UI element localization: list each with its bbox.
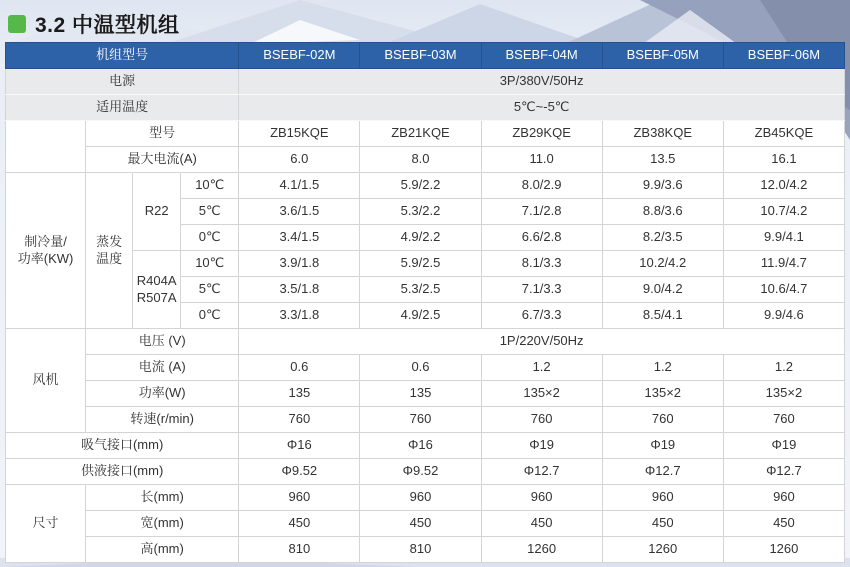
capacity-cell: 4.9/2.2 [360, 225, 481, 251]
header-unit-model-label: 机组型号 [6, 43, 239, 69]
temp-range-label: 适用温度 [6, 95, 239, 121]
cooling-capacity-label [6, 173, 86, 329]
fan-speed-label: 转速(r/min) [86, 407, 239, 433]
compressor-model-cell: ZB21KQE [360, 121, 481, 147]
dim-cell: 450 [481, 511, 602, 537]
liquid-port-cell: Φ12.7 [602, 459, 723, 485]
r404a-label-line1: R404A [136, 273, 177, 289]
max-current-cell: 13.5 [602, 147, 723, 173]
evap-label-line2: 温度 [96, 250, 123, 266]
compressor-model-cell: ZB15KQE [239, 121, 360, 147]
capacity-cell: 3.5/1.8 [239, 277, 360, 303]
temp-cell: 5℃ [181, 277, 239, 303]
header-model-cell: BSEBF-02M [239, 43, 360, 69]
fan-current-cell: 0.6 [360, 355, 481, 381]
dim-cell: 1260 [723, 537, 844, 563]
dim-cell: 810 [239, 537, 360, 563]
capacity-cell: 10.6/4.7 [723, 277, 844, 303]
suction-port-cell: Φ16 [360, 433, 481, 459]
dim-cell: 1260 [602, 537, 723, 563]
max-current-cell: 6.0 [239, 147, 360, 173]
liquid-port-cell: Φ12.7 [723, 459, 844, 485]
dim-cell: 810 [360, 537, 481, 563]
dim-height-row [6, 537, 845, 563]
liquid-port-label: 供液接口(mm) [6, 459, 239, 485]
compressor-model-cell: ZB29KQE [481, 121, 602, 147]
suction-port-cell: Φ19 [481, 433, 602, 459]
compressor-model-row [6, 121, 845, 147]
fan-voltage-label: 电压 (V) [86, 329, 239, 355]
fan-speed-cell: 760 [602, 407, 723, 433]
capacity-cell: 11.9/4.7 [723, 251, 844, 277]
temp-range-value: 5℃~-5℃ [239, 95, 845, 121]
power-label: 电源 [6, 69, 239, 95]
fan-voltage-value: 1P/220V/50Hz [239, 329, 845, 355]
section-title-bar [8, 9, 180, 39]
fan-current-cell: 1.2 [723, 355, 844, 381]
dimensions-label: 尺寸 [6, 485, 86, 563]
capacity-cell: 3.3/1.8 [239, 303, 360, 329]
capacity-cell: 4.1/1.5 [239, 173, 360, 199]
max-current-cell: 11.0 [481, 147, 602, 173]
fan-power-cell: 135×2 [723, 381, 844, 407]
capacity-cell: 6.6/2.8 [481, 225, 602, 251]
capacity-cell: 5.9/2.5 [360, 251, 481, 277]
capacity-cell: 5.3/2.2 [360, 199, 481, 225]
temp-cell: 0℃ [181, 303, 239, 329]
dim-cell: 450 [723, 511, 844, 537]
fan-power-cell: 135×2 [481, 381, 602, 407]
page-title: 3.2 中温型机组 [35, 14, 180, 37]
temp-cell: 5℃ [181, 199, 239, 225]
dim-cell: 450 [602, 511, 723, 537]
liquid-port-cell: Φ9.52 [239, 459, 360, 485]
liquid-port-row [6, 459, 845, 485]
capacity-cell: 3.4/1.5 [239, 225, 360, 251]
dim-width-label: 宽(mm) [86, 511, 239, 537]
fan-speed-row [6, 407, 845, 433]
evap-label-line1: 蒸发 [96, 234, 123, 250]
dim-cell: 450 [239, 511, 360, 537]
fan-current-row [6, 355, 845, 381]
capacity-cell: 4.9/2.5 [360, 303, 481, 329]
dim-height-label: 高(mm) [86, 537, 239, 563]
max-current-label: 最大电流(A) [86, 147, 239, 173]
suction-port-cell: Φ19 [723, 433, 844, 459]
fan-current-cell: 0.6 [239, 355, 360, 381]
capacity-cell: 3.6/1.5 [239, 199, 360, 225]
fan-power-cell: 135×2 [602, 381, 723, 407]
fan-current-label: 电流 (A) [86, 355, 239, 381]
cooling-label-line1: 制冷量/ [24, 234, 67, 250]
capacity-cell: 5.9/2.2 [360, 173, 481, 199]
power-value: 3P/380V/50Hz [239, 69, 845, 95]
green-bullet-icon [8, 15, 26, 33]
temp-range-row [6, 95, 845, 121]
fan-label: 风机 [6, 329, 86, 433]
capacity-cell: 7.1/2.8 [481, 199, 602, 225]
compressor-model-cell: ZB45KQE [723, 121, 844, 147]
capacity-cell: 9.9/3.6 [602, 173, 723, 199]
table-header-row [6, 43, 845, 69]
capacity-cell: 8.0/2.9 [481, 173, 602, 199]
temp-cell: 0℃ [181, 225, 239, 251]
evap-temp-label [86, 173, 133, 329]
suction-port-label: 吸气接口(mm) [6, 433, 239, 459]
capacity-cell: 12.0/4.2 [723, 173, 844, 199]
dim-width-row [6, 511, 845, 537]
capacity-cell: 10.2/4.2 [602, 251, 723, 277]
capacity-cell: 8.1/3.3 [481, 251, 602, 277]
dim-cell: 1260 [481, 537, 602, 563]
temp-cell: 10℃ [181, 173, 239, 199]
fan-speed-cell: 760 [481, 407, 602, 433]
fan-power-cell: 135 [239, 381, 360, 407]
header-model-cell: BSEBF-04M [481, 43, 602, 69]
capacity-cell: 9.9/4.1 [723, 225, 844, 251]
compressor-model-cell: ZB38KQE [602, 121, 723, 147]
capacity-cell: 5.3/2.5 [360, 277, 481, 303]
dim-cell: 960 [481, 485, 602, 511]
dim-cell: 450 [360, 511, 481, 537]
dim-cell: 960 [239, 485, 360, 511]
power-row [6, 69, 845, 95]
dim-cell: 960 [723, 485, 844, 511]
capacity-cell: 7.1/3.3 [481, 277, 602, 303]
capacity-cell: 6.7/3.3 [481, 303, 602, 329]
header-model-cell: BSEBF-05M [602, 43, 723, 69]
fan-power-cell: 135 [360, 381, 481, 407]
header-model-cell: BSEBF-03M [360, 43, 481, 69]
r22-10c-row [6, 173, 845, 199]
dim-cell: 960 [360, 485, 481, 511]
capacity-cell: 8.2/3.5 [602, 225, 723, 251]
fan-speed-cell: 760 [723, 407, 844, 433]
compressor-model-label: 型号 [86, 121, 239, 147]
suction-port-row [6, 433, 845, 459]
dim-length-row [6, 485, 845, 511]
header-model-cell: BSEBF-06M [723, 43, 844, 69]
fan-power-row [6, 381, 845, 407]
spec-table [5, 42, 845, 563]
fan-current-cell: 1.2 [602, 355, 723, 381]
max-current-cell: 8.0 [360, 147, 481, 173]
refrigerant-r22-label: R22 [133, 173, 181, 251]
capacity-cell: 10.7/4.2 [723, 199, 844, 225]
liquid-port-cell: Φ12.7 [481, 459, 602, 485]
capacity-cell: 3.9/1.8 [239, 251, 360, 277]
suction-port-cell: Φ19 [602, 433, 723, 459]
suction-port-cell: Φ16 [239, 433, 360, 459]
refrigerant-r404a-label [133, 251, 181, 329]
r404a-label-line2: R507A [136, 289, 177, 305]
fan-voltage-row [6, 329, 845, 355]
fan-power-label: 功率(W) [86, 381, 239, 407]
cooling-label-line2: 功率(KW) [17, 250, 74, 266]
capacity-cell: 9.9/4.6 [723, 303, 844, 329]
capacity-cell: 8.8/3.6 [602, 199, 723, 225]
capacity-cell: 9.0/4.2 [602, 277, 723, 303]
max-current-cell: 16.1 [723, 147, 844, 173]
fan-speed-cell: 760 [360, 407, 481, 433]
temp-cell: 10℃ [181, 251, 239, 277]
max-current-row [6, 147, 845, 173]
empty-cell [6, 121, 86, 173]
dim-cell: 960 [602, 485, 723, 511]
fan-current-cell: 1.2 [481, 355, 602, 381]
fan-speed-cell: 760 [239, 407, 360, 433]
dim-length-label: 长(mm) [86, 485, 239, 511]
capacity-cell: 8.5/4.1 [602, 303, 723, 329]
liquid-port-cell: Φ9.52 [360, 459, 481, 485]
